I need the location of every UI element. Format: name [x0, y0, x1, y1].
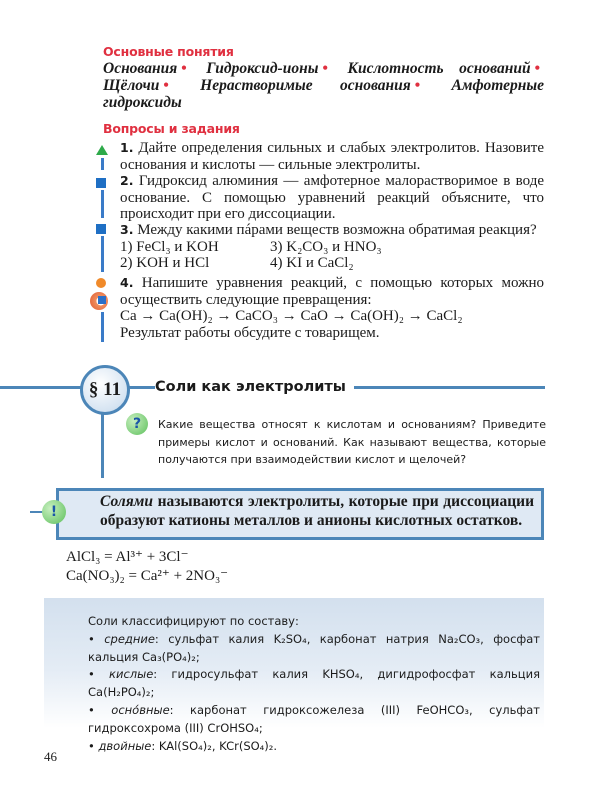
questions-heading: Вопросы и задания [103, 121, 240, 136]
question-text: Напишите уравнения реакций, с помощью которых можно осуществить следующие превращения: [120, 275, 544, 308]
item-text: : KAl(SO₄)₂, KCr(SO₄)₂. [151, 738, 278, 753]
term: Нерастворимые основания [200, 77, 411, 94]
item-text: : карбонат гидроксожелеза (III) FeOHCO₃, сульфат гидроксохрома (III) CrOHSO₄; [88, 702, 540, 735]
term: Кислотность оснований [347, 60, 531, 77]
level-bar [101, 158, 104, 170]
level-bar [101, 312, 104, 342]
separator: • [534, 60, 540, 77]
question-2 [120, 173, 544, 223]
option: 2) KOH и HCl [120, 255, 210, 271]
question-1 [120, 140, 544, 173]
classification-item: • средние: сульфат калия K₂SO₄, карбонат натрия Na₂CO₃, фосфат кальция Ca₃(PO₄)₂; [88, 631, 540, 664]
option: 4) KI и CaCl₂ [270, 255, 354, 271]
item-label: осно́вные [111, 702, 170, 717]
classification-text [66, 613, 540, 755]
section-number-badge: § 11 [80, 365, 130, 415]
term: Щёлочи [103, 77, 160, 94]
section-vertical-rule [101, 405, 104, 478]
reaction-chain: Ca → Ca(OH)₂ → CaCO₃ → CaO → Ca(OH)₂ → CaCl₂ [120, 308, 463, 324]
level-bar [101, 236, 104, 272]
item-label: двойные [98, 738, 152, 753]
key-concepts-terms [103, 60, 544, 111]
separator: • [181, 60, 187, 77]
square-icon [96, 178, 106, 188]
question-number: 3. [120, 222, 134, 237]
question-text: Дайте определения сильных и слабых электролитов. Назовите основания и кислоты — сильные электролиты. [120, 140, 545, 173]
question-note: Результат работы обсудите с товарищем. [120, 324, 380, 341]
key-concepts-heading: Основные понятия [103, 44, 234, 59]
term: Основания [103, 60, 178, 77]
term: Амфотерные гидроксиды [103, 77, 545, 111]
definition-body: называются электролиты, которые при диссоциации образуют катионы металлов и анионы кислотных остатков. [100, 493, 534, 529]
definition-text [100, 492, 534, 530]
item-label: кислые [109, 667, 154, 682]
exclamation-icon: ! [42, 500, 66, 524]
option: 3) K₂CO₃ и HNO₃ [270, 238, 382, 255]
equation: AlCl₃ = Al³⁺ + 3Cl⁻ [66, 549, 189, 565]
question-3 [120, 222, 544, 272]
section-intro: Какие вещества относят к кислотам и основаниям? Приведите примеры кислот и оснований. Как называют вещества, которые получаются при взаимодействии кислот и щелочей? [158, 418, 546, 466]
question-number: 1. [120, 140, 134, 155]
computer-task-icon [90, 292, 108, 310]
classification-intro: Соли классифицируют по составу: [88, 614, 299, 628]
option: 1) FeCl₃ и KOH [120, 238, 219, 255]
section-title: Соли как электролиты [155, 379, 354, 395]
page-number: 46 [44, 749, 57, 764]
separator: • [322, 60, 328, 77]
separator: • [163, 77, 169, 94]
term: Гидроксид-ионы [206, 60, 319, 77]
question-icon: ? [126, 413, 148, 435]
question-text: Гидроксид алюминия — амфотерное малорастворимое в воде основание. С помощью уравнений реакций объясните, что происходит при его диссоциации. [120, 173, 545, 222]
classification-item: • двойные: KAl(SO₄)₂, KCr(SO₄)₂. [88, 738, 278, 753]
question-number: 2. [120, 173, 134, 188]
classification-item: • осно́вные: карбонат гидроксожелеза (III) FeOHCO₃, сульфат гидроксохрома (III) CrOHSO₄; [88, 702, 540, 735]
question-4 [120, 275, 544, 341]
item-text: : гидросульфат калия KHSO₄, дигидрофосфат кальция Ca(H₂PO₄)₂; [88, 667, 540, 700]
separator: • [414, 77, 421, 94]
circle-icon [96, 278, 106, 288]
item-text: : сульфат калия K₂SO₄, карбонат натрия Na₂CO₃, фосфат кальция Ca₃(PO₄)₂; [88, 631, 540, 664]
question-text: Между какими пáрами веществ возможна обратимая реакция? [137, 222, 537, 238]
definition-term: Солями [100, 493, 153, 510]
equation: Ca(NO₃)₂ = Ca²⁺ + 2NO₃⁻ [66, 568, 229, 584]
question-number: 4. [120, 275, 134, 290]
level-bar [101, 190, 104, 218]
item-label: средние [104, 631, 155, 646]
square-icon [96, 224, 106, 234]
classification-item: • кислые: гидросульфат калия KHSO₄, дигидрофосфат кальция Ca(H₂PO₄)₂; [88, 667, 540, 700]
triangle-icon [96, 145, 108, 155]
